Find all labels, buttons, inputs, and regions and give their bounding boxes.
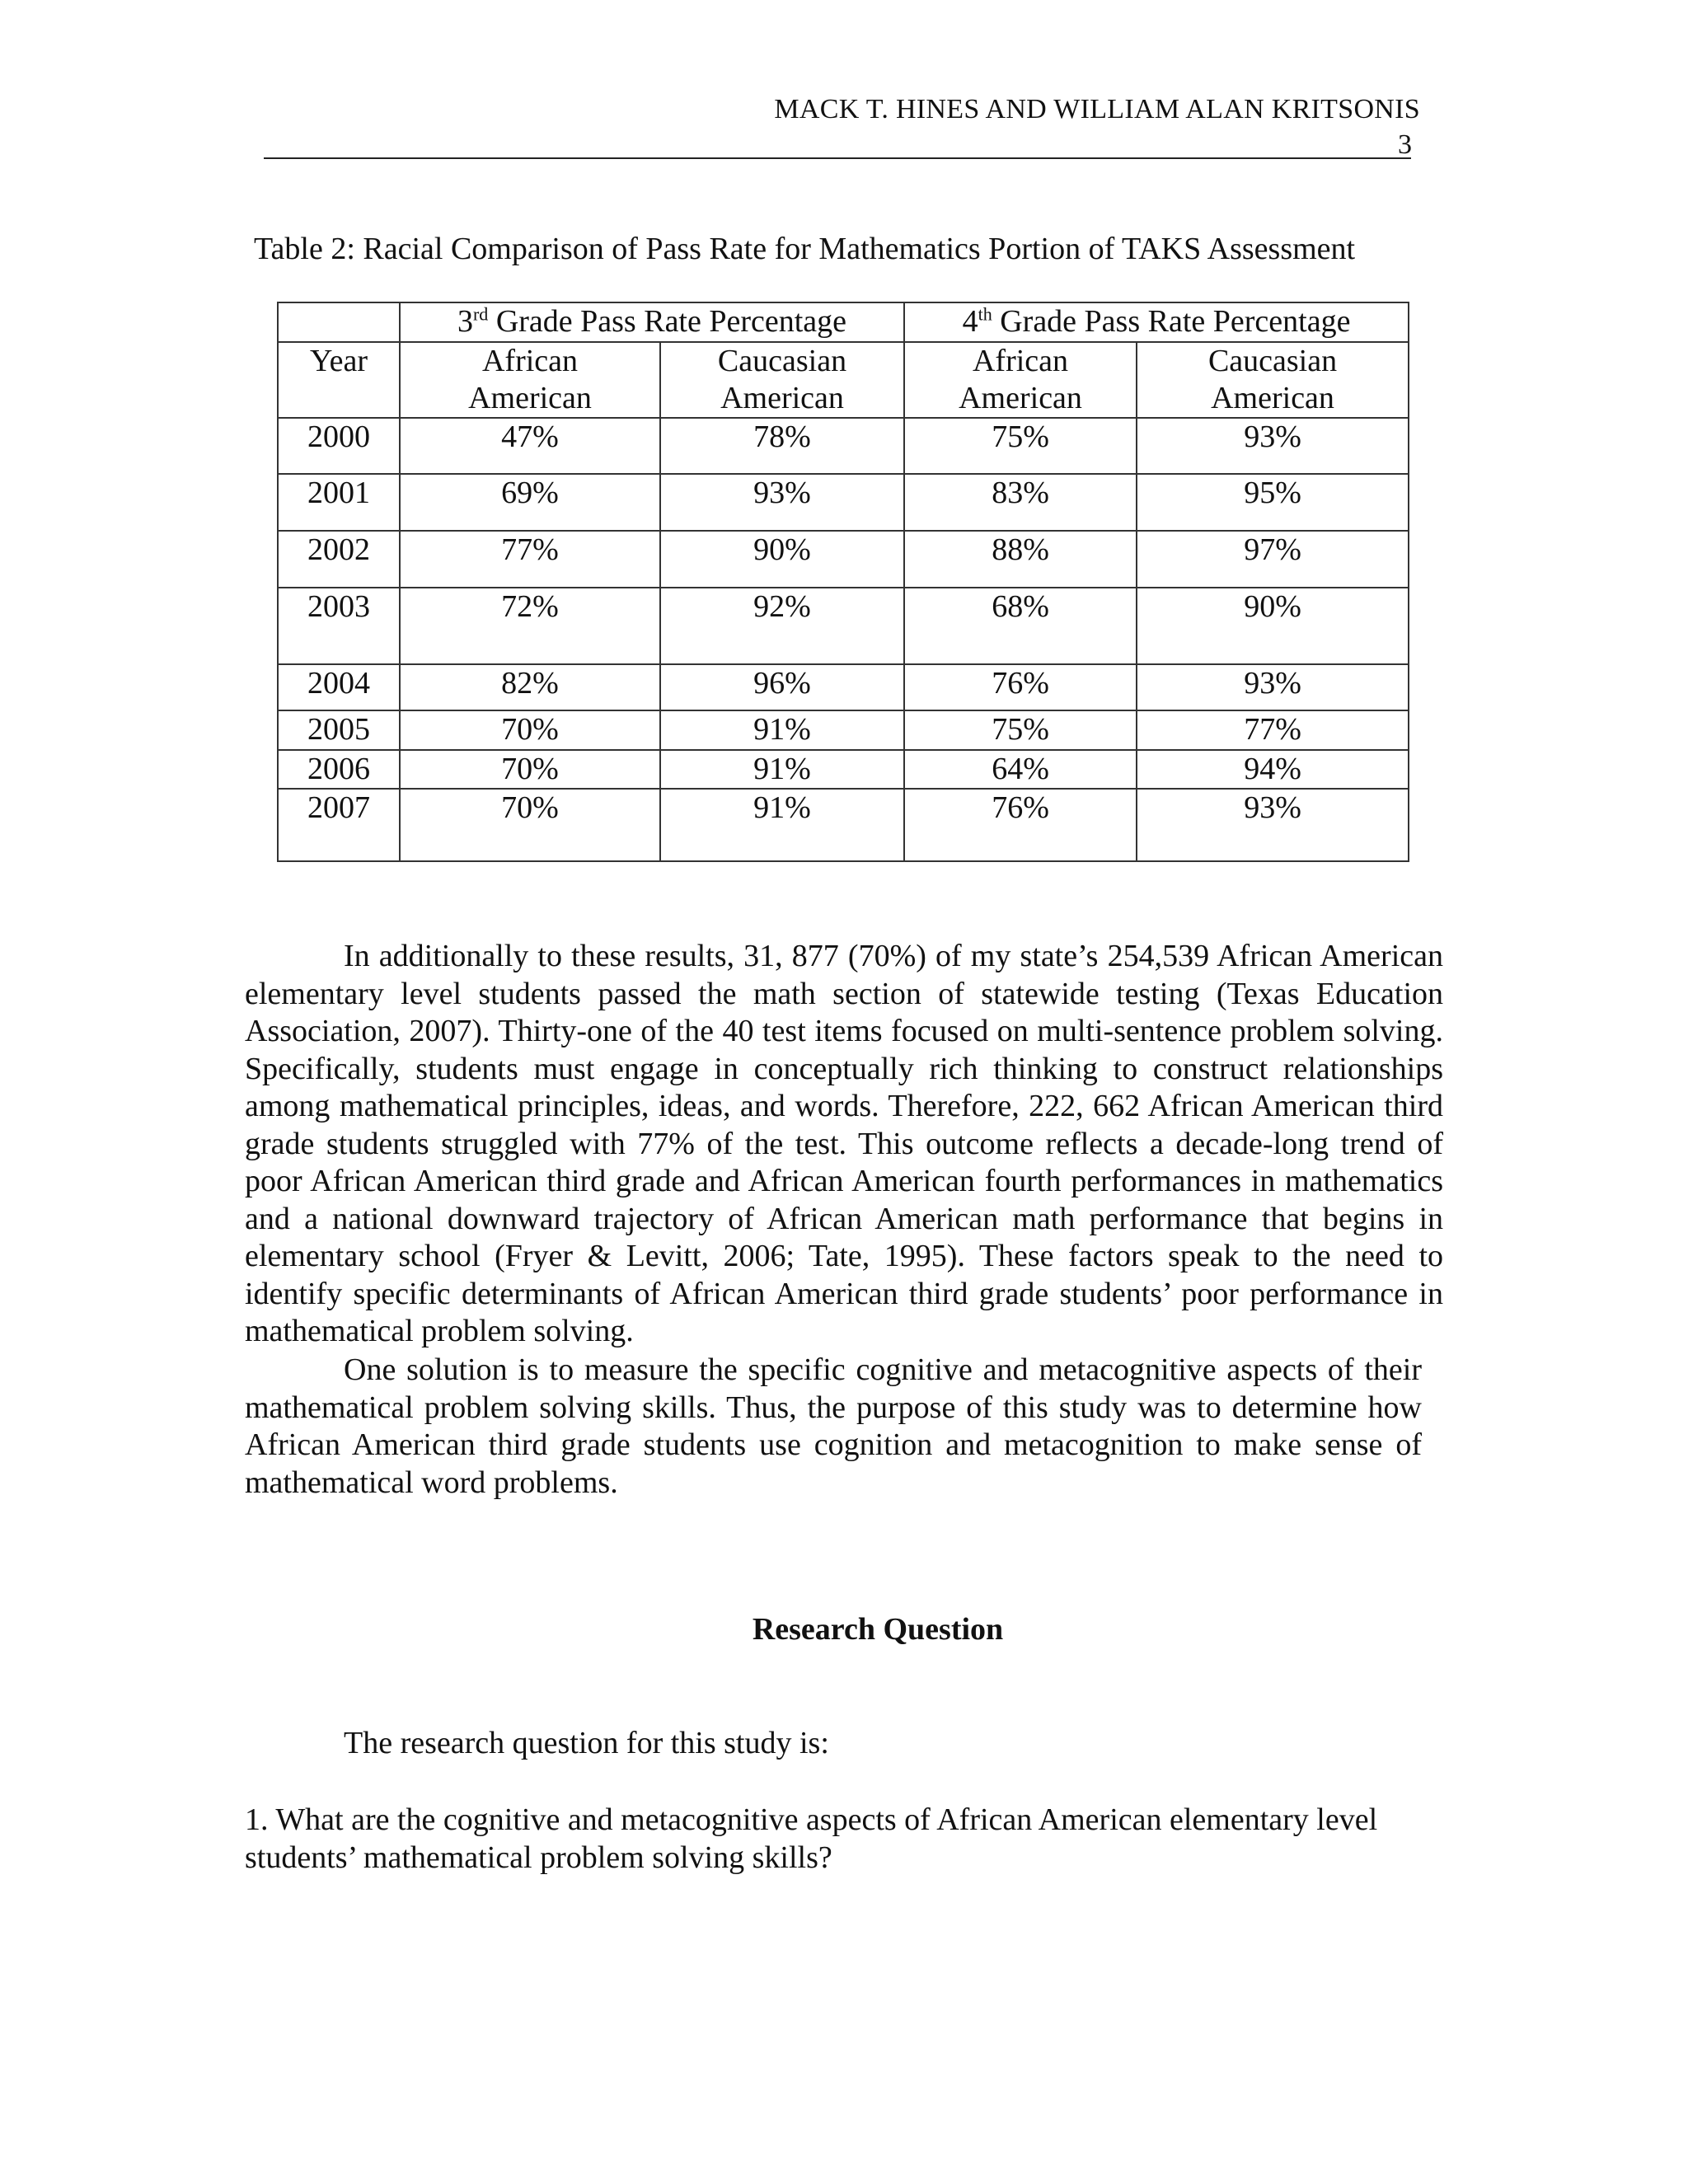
- value-cell: 93%: [660, 474, 904, 531]
- table-caption: Table 2: Racial Comparison of Pass Rate for Mathematics Portion of TAKS Assessment: [254, 232, 1356, 266]
- value-cell: 95%: [1137, 474, 1409, 531]
- research-question-lead-in: The research question for this study is:: [344, 1726, 829, 1760]
- value-cell: 70%: [400, 789, 660, 861]
- value-cell: 69%: [400, 474, 660, 531]
- table-subheader-row: [278, 342, 1409, 418]
- year-column-header: Year: [278, 342, 400, 418]
- value-cell: 77%: [1137, 710, 1409, 750]
- table-group-header-row: [278, 302, 1409, 342]
- value-cell: 91%: [660, 750, 904, 789]
- year-cell: 2000: [278, 418, 400, 474]
- g4-caucasian-american-header: Caucasian American: [1137, 342, 1409, 418]
- value-cell: 93%: [1137, 789, 1409, 861]
- grade-4-group-header: 4th Grade Pass Rate Percentage: [904, 302, 1409, 342]
- value-cell: 88%: [904, 531, 1137, 588]
- value-cell: 91%: [660, 710, 904, 750]
- table-row: [278, 710, 1409, 750]
- table-row: [278, 418, 1409, 474]
- value-cell: 94%: [1137, 750, 1409, 789]
- value-cell: 83%: [904, 474, 1137, 531]
- value-cell: 97%: [1137, 531, 1409, 588]
- table-row: [278, 474, 1409, 531]
- year-cell: 2004: [278, 664, 400, 710]
- table-row: [278, 531, 1409, 588]
- value-cell: 90%: [1137, 588, 1409, 664]
- value-cell: 70%: [400, 750, 660, 789]
- table-row: [278, 588, 1409, 664]
- year-cell: 2006: [278, 750, 400, 789]
- table-corner-cell: [278, 302, 400, 342]
- g4-african-american-header: African American: [904, 342, 1137, 418]
- page-number: 3: [1398, 129, 1412, 160]
- pass-rate-table: [277, 302, 1409, 862]
- value-cell: 77%: [400, 531, 660, 588]
- table-row: [278, 750, 1409, 789]
- value-cell: 47%: [400, 418, 660, 474]
- value-cell: 70%: [400, 710, 660, 750]
- value-cell: 76%: [904, 789, 1137, 861]
- value-cell: 64%: [904, 750, 1137, 789]
- body-paragraph-2: One solution is to measure the specific cognitive and metacognitive aspects of their mathematical problem solving skills. Thus, the purpose of this study was to determine how African American third grade students use cognition and metacognition to make sense of mathematical word problems.: [245, 1352, 1422, 1500]
- value-cell: 68%: [904, 588, 1137, 664]
- g3-african-american-header: African American: [400, 342, 660, 418]
- value-cell: 72%: [400, 588, 660, 664]
- body-paragraph-1: In additionally to these results, 31, 877 (70%) of my state’s 254,539 African American elementary level students passed the math section of statewide testing (Texas Education Association, 2007). Thirty-one of the 40 test items focused on multi-sentence problem solving. Specifically, students must engage in conceptually rich thinking to construct relationships among mathematical principles, ideas, and words. Therefore, 222, 662 African American third grade students struggled with 77% of the test. This outcome reflects a decade-long trend of poor African American third grade and African American fourth performances in mathematics and a national downward trajectory of African American math performance that begins in elementary school (Fryer & Levitt, 2006; Tate, 1995). These factors speak to the need to identify specific determinants of African American third grade students’ poor performance in mathematical problem solving.: [245, 939, 1443, 1348]
- year-cell: 2001: [278, 474, 400, 531]
- value-cell: 75%: [904, 418, 1137, 474]
- header-rule: [264, 157, 1411, 159]
- value-cell: 91%: [660, 789, 904, 861]
- year-cell: 2003: [278, 588, 400, 664]
- value-cell: 78%: [660, 418, 904, 474]
- year-cell: 2002: [278, 531, 400, 588]
- year-cell: 2007: [278, 789, 400, 861]
- value-cell: 75%: [904, 710, 1137, 750]
- value-cell: 90%: [660, 531, 904, 588]
- value-cell: 93%: [1137, 664, 1409, 710]
- year-cell: 2005: [278, 710, 400, 750]
- table-row: [278, 664, 1409, 710]
- g3-caucasian-american-header: Caucasian American: [660, 342, 904, 418]
- value-cell: 82%: [400, 664, 660, 710]
- value-cell: 92%: [660, 588, 904, 664]
- running-head: MACK T. HINES AND WILLIAM ALAN KRITSONIS: [774, 94, 1420, 124]
- value-cell: 96%: [660, 664, 904, 710]
- research-question-item: 1. What are the cognitive and metacognitive aspects of African American elementary level students’ mathematical problem solving skills?: [245, 1802, 1378, 1875]
- grade-3-group-header: 3rd Grade Pass Rate Percentage: [400, 302, 904, 342]
- table-row: [278, 789, 1409, 861]
- value-cell: 93%: [1137, 418, 1409, 474]
- section-heading: Research Question: [752, 1612, 1004, 1647]
- value-cell: 76%: [904, 664, 1137, 710]
